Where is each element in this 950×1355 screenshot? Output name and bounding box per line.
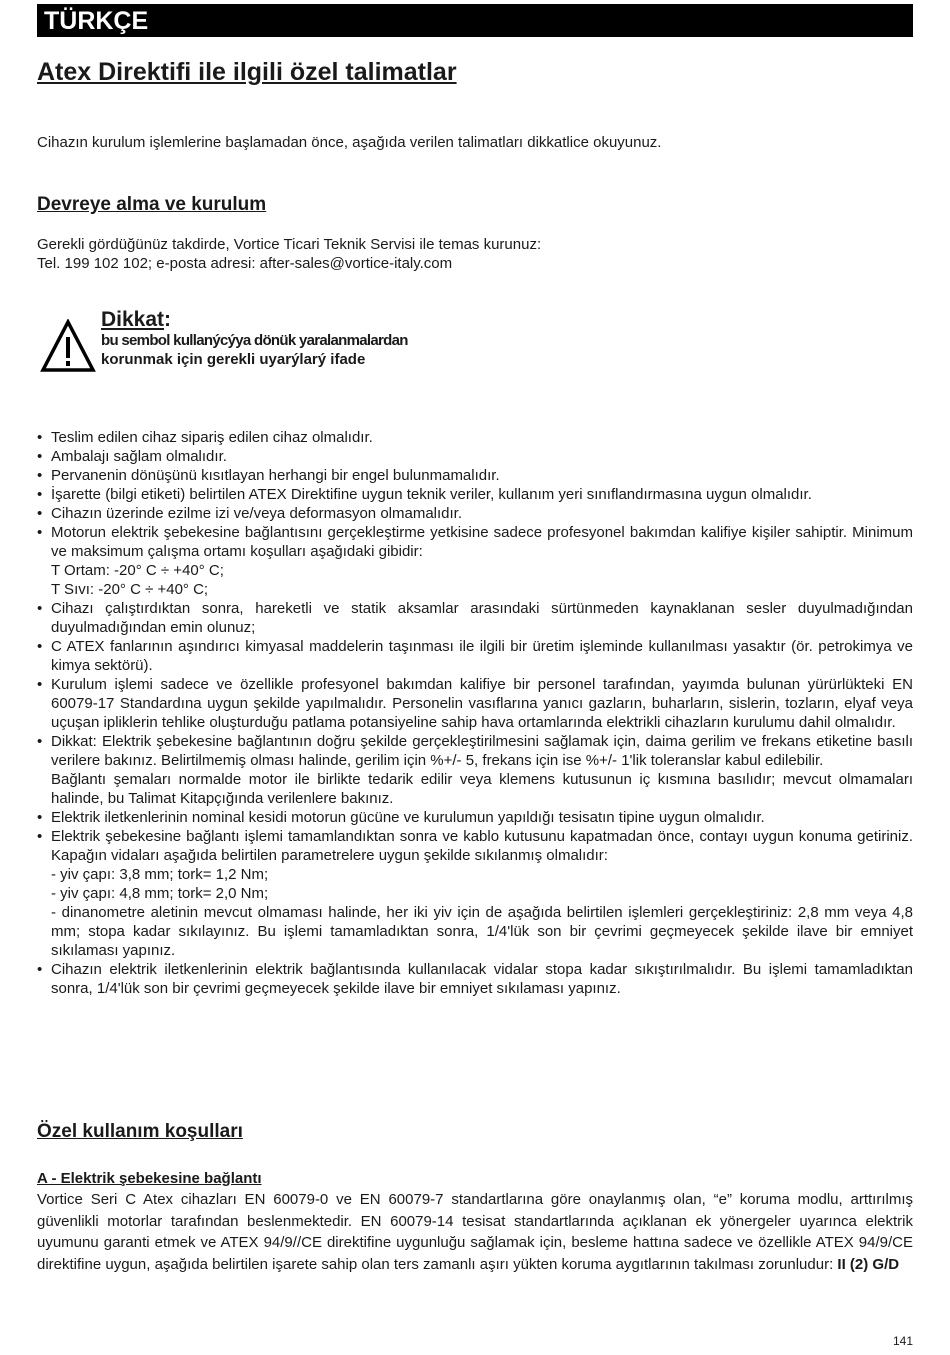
- list-item: [37, 504, 913, 523]
- list-item: [37, 485, 913, 504]
- page-title: Atex Direktifi ile ilgili özel talimatlar: [37, 58, 457, 86]
- list-item-text: Cihazın elektrik iletkenlerinin elektrik bağlantısında kullanılacak vidalar stopa kadar sıkıştırılmalıdır. Bu işlemi tamamladıktan sonra, 1/4'lük son bir çevrimi geçmeyecek şekilde ilave bir emniyet sıkılaması yapınız.: [51, 961, 913, 997]
- list-item-text: Dikkat: Elektrik şebekesine bağlantının doğru şekilde gerçekleştirilmesini sağlamak için, daima gerilim ve frekans etiketine basılı verilere bakınız. Belirtilmemiş olması halinde, gerilim için %+/- 5, frekans için ise %+/- 1'lik toleranslar kabul edilebilir.: [51, 733, 913, 769]
- list-item-text: C ATEX fanlarının aşındırıcı kimyasal maddelerin taşınması ile ilgili bir üretim işleminde kullanılması yasaktır (ör. petrokimya ve kimya sektörü).: [51, 638, 913, 674]
- list-item-subline: T Sıvı: -20° C ÷ +40° C;: [51, 581, 209, 598]
- contact-line: Tel. 199 102 102; e-posta adresi: after-sales@vortice-italy.com: [37, 255, 453, 272]
- atex-marking: II (2) G/D: [837, 1255, 900, 1273]
- list-item-text: Elektrik şebekesine bağlantı işlemi tamamlandıktan sonra ve kablo kutusunu kapatmadan önce, contayı uygun konuma getiriniz. Kapağın vidaları aşağıda belirtilen parametrelere uygun şekilde sıkılanmış olmalıdır:: [51, 828, 913, 864]
- warning-triangle-icon: [40, 319, 96, 373]
- list-item: [37, 637, 913, 675]
- list-item-subline: - dinanometre aletinin mevcut olmaması halinde, her iki yiv için de aşağıda belirtilen işlemleri gerçekleştiriniz: 2,8 mm veya 4,8 mm; stopa kadar sıkılayınız. Bu işlemi tamamladıktan sonra, 1/4'lük son bir çevrimi geçmeyecek şekilde ilave bir emniyet sıkılaması yapınız.: [51, 904, 913, 959]
- language-header: TÜRKÇE: [37, 4, 913, 37]
- setup-heading: Devreye alma ve kurulum: [37, 194, 267, 215]
- warning-label-text: Dikkat: [101, 308, 165, 331]
- warning-label-colon: :: [164, 308, 172, 331]
- list-item-subline: T Ortam: -20° C ÷ +40° C;: [51, 562, 224, 579]
- list-item: [37, 960, 913, 998]
- list-item-text: Ambalajı sağlam olmalıdır.: [51, 448, 227, 465]
- list-item: [37, 428, 913, 447]
- warning-text-line: bu sembol kullanýcýya dönük yaralanmalardan: [101, 332, 408, 349]
- list-item-text: Motorun elektrik şebekesine bağlantısını gerçekleştirme yetkisine sadece profesyonel bakımdan kalifiye kişiler sahiptir. Minimum ve maksimum çalışma ortamı koşulları aşağıdaki gibidir:: [51, 524, 913, 560]
- list-item-text: İşarette (bilgi etiketi) belirtilen ATEX Direktifine uygun teknik veriler, kullanım yeri sınıflandırmasına uygun olmalıdır.: [51, 486, 812, 503]
- electrical-connection-text: [37, 1189, 913, 1275]
- list-item: [37, 808, 913, 827]
- contact-block: [37, 235, 541, 273]
- contact-line: Gerekli gördüğünüz takdirde, Vortice Ticari Teknik Servisi ile temas kurunuz:: [37, 236, 542, 253]
- list-item-text: Kurulum işlemi sadece ve özellikle profesyonel bakımdan kalifiye bir personel tarafından, yayımda bulunan yürürlükteki EN 60079-17 Standardına uygun şekilde yapılmalıdır. Personelin vasıflarına yanıcı gazların, buharların, sislerin, tozların, elyaf veya uçuşan ipliklerin tehlike oluşturduğu patlama potansiyeline sahip hava ortamlarında elektrikli cihazların kurulumu dahil olmalıdır.: [51, 676, 913, 731]
- warning-label: [101, 307, 171, 333]
- electrical-connection-body: Vortice Seri C Atex cihazları EN 60079-0 ve EN 60079-7 standartlarına göre onaylanmış olan, “e” koruma modlu, arttırılmış güvenlikli motorlar tarafından beslenmektedir. EN 60079-14 tesisat standartlarında açıklanan ek yönergeler uyarınca elektrik uyumunu garanti etmek ve ATEX 94/9//CE direktifine uygunluğu sağlamak için, besleme hattına sadece ve özellikle ATEX 94/9/CE direktifine uygun, aşağıda belirtilen işarete sahip olan ters zamanlı aşırı yükten koruma aygıtlarının takılması zorunludur:: [37, 1191, 913, 1273]
- list-item: [37, 466, 913, 485]
- list-item: [37, 827, 913, 960]
- list-item: [37, 675, 913, 732]
- warning-text-line: korunmak için gerekli uyarýlarý ifade: [101, 351, 366, 368]
- list-item: [37, 523, 913, 599]
- list-item-text: Cihazı çalıştırdıktan sonra, hareketli ve statik aksamlar arasındaki sürtünmeden kaynaklanan sesler duyulmadığından duyulmadığından emin olunuz;: [51, 600, 913, 636]
- list-item-text: Elektrik iletkenlerinin nominal kesidi motorun gücüne ve kurulumun yapıldığı tesisatın tipine uygun olmalıdır.: [51, 809, 765, 826]
- list-item-text: Teslim edilen cihaz sipariş edilen cihaz olmalıdır.: [51, 429, 373, 446]
- page-number: 141: [892, 1334, 913, 1348]
- list-item: [37, 447, 913, 466]
- list-item: [37, 599, 913, 637]
- list-item-subline: - yiv çapı: 3,8 mm; tork= 1,2 Nm;: [51, 866, 269, 883]
- instruction-list: [37, 428, 913, 998]
- intro-text: Cihazın kurulum işlemlerine başlamadan önce, aşağıda verilen talimatları dikkatlice okuyunuz.: [37, 134, 662, 151]
- special-conditions-heading: Özel kullanım koşulları: [37, 1121, 243, 1142]
- list-item-text: Cihazın üzerinde ezilme izi ve/veya deformasyon olmamalıdır.: [51, 505, 463, 522]
- list-item: [37, 732, 913, 808]
- list-item-text: Pervanenin dönüşünü kısıtlayan herhangi bir engel bulunmamalıdır.: [51, 467, 500, 484]
- list-item-subline: Bağlantı şemaları normalde motor ile birlikte tedarik edilir veya klemens kutusunun iç kısmına basılıdır; mevcut olmamaları halinde, bu Talimat Kitapçığında verilenlere bakınız.: [51, 771, 913, 807]
- electrical-connection-subheading: A - Elektrik şebekesine bağlantı: [37, 1170, 262, 1187]
- list-item-subline: - yiv çapı: 4,8 mm; tork= 2,0 Nm;: [51, 885, 269, 902]
